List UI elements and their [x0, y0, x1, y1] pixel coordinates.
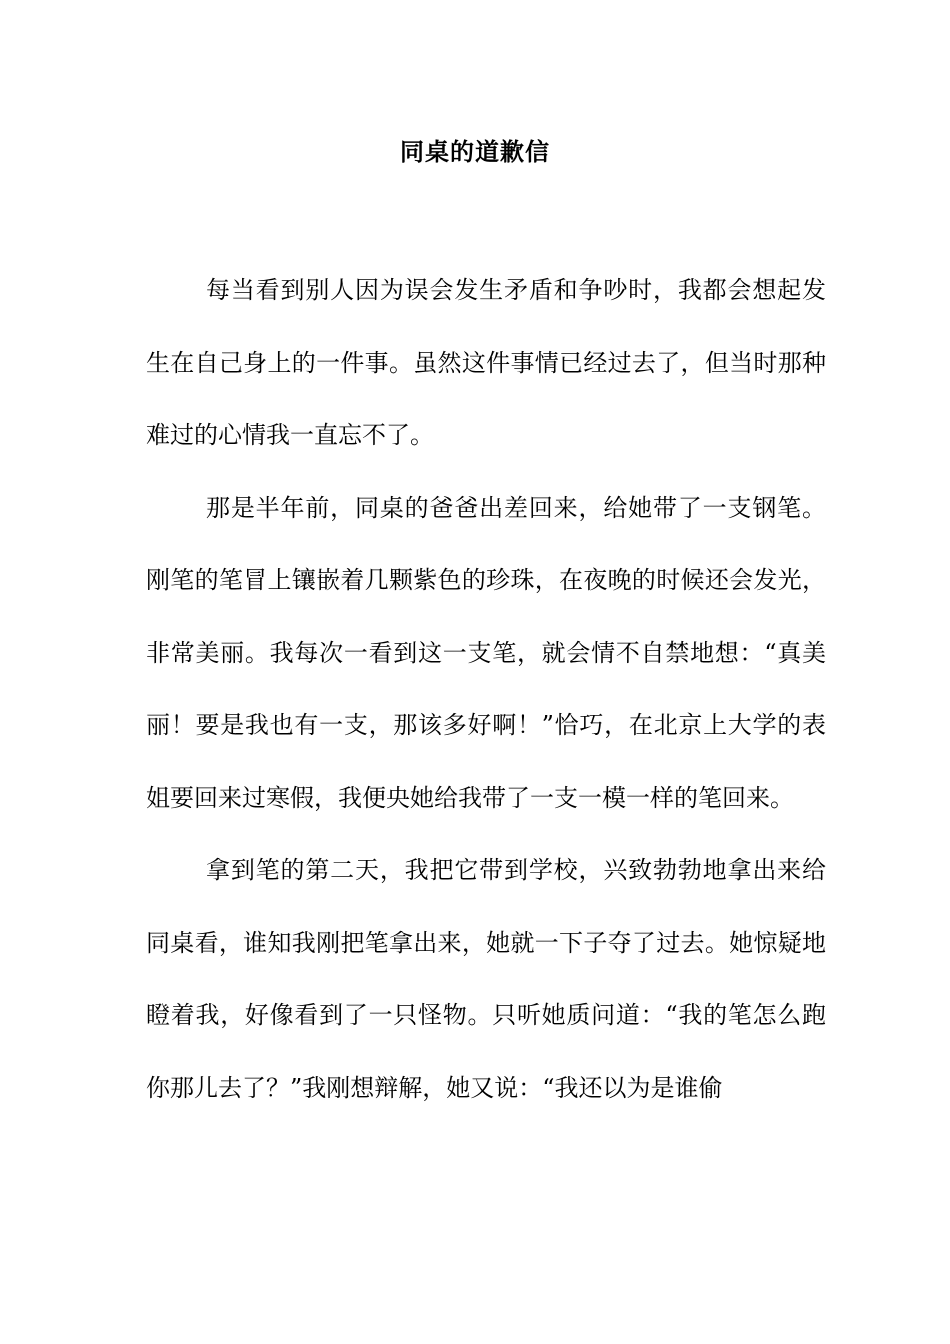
document-title: 同桌的道歉信 [400, 138, 550, 166]
document-body [146, 254, 826, 1124]
paragraph-2: 那是半年前，同桌的爸爸出差回来，给她带了一支钢笔。刚笔的笔冒上镶嵌着几颗紫色的珍珠，在夜晚的时候还会发光，非常美丽。我每次一看到这一支笔，就会情不自禁地想：“真美丽！要是我也有一支，那该多好啊！”恰巧，在北京上大学的表姐要回来过寒假，我便央她给我带了一支一模一样的笔回来。 [146, 493, 826, 812]
paragraph-3: 拿到笔的第二天，我把它带到学校，兴致勃勃地拿出来给同桌看，谁知我刚把笔拿出来，她就一下子夺了过去。她惊疑地瞪着我，好像看到了一只怪物。只听她质问道：“我的笔怎么跑你那儿去了？”我刚想辩解，她又说：“我还以为是谁偷 [146, 856, 826, 1102]
paragraph-1: 每当看到别人因为误会发生矛盾和争吵时，我都会想起发生在自己身上的一件事。虽然这件事情已经过去了，但当时那种难过的心情我一直忘不了。 [146, 276, 826, 449]
